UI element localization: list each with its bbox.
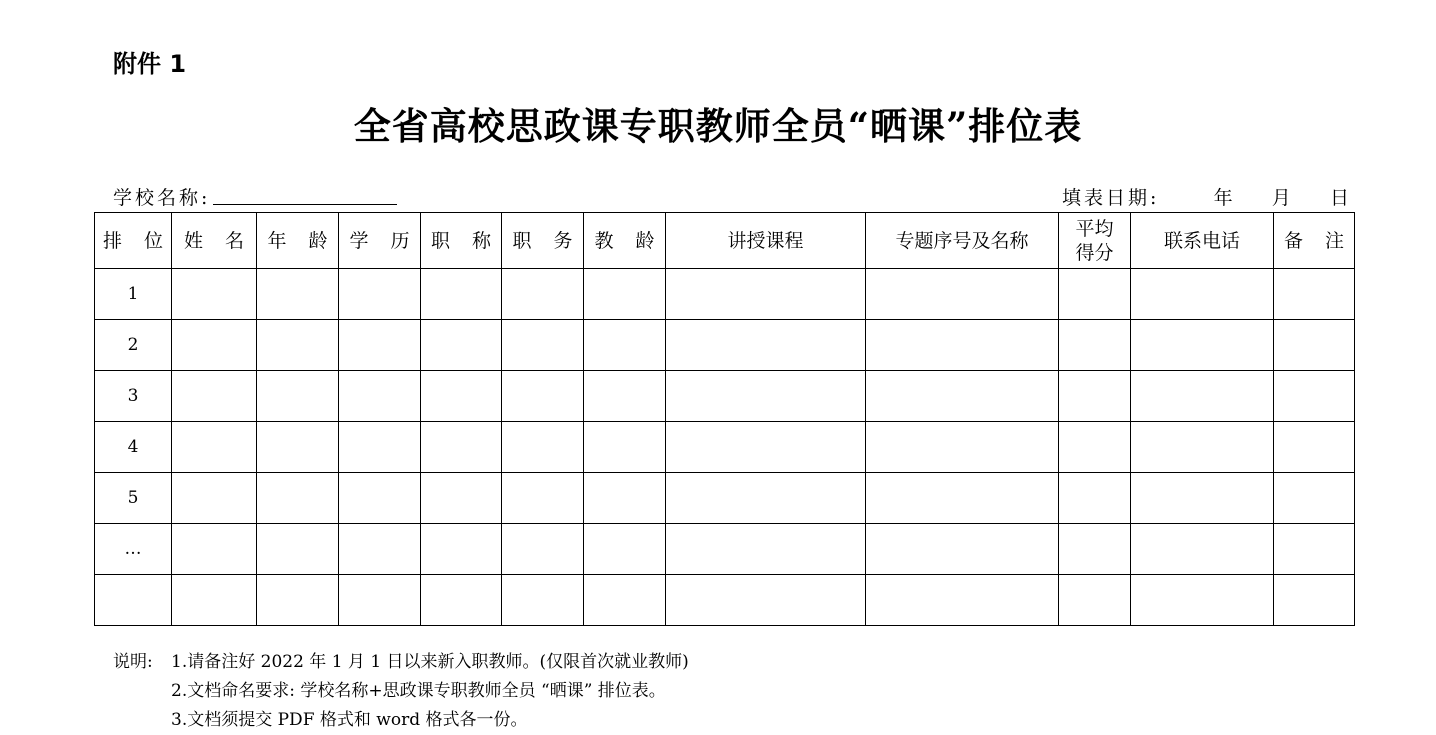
table-row	[95, 575, 1355, 626]
table-cell[interactable]	[172, 320, 257, 371]
rank-cell: 5	[95, 473, 172, 524]
header-phone: 联系电话	[1131, 213, 1274, 269]
table-cell[interactable]	[1274, 422, 1355, 473]
header-teaching-years: 教 龄	[584, 213, 666, 269]
table-cell[interactable]	[1059, 422, 1131, 473]
table-cell[interactable]	[172, 371, 257, 422]
note-item: 1.请备注好 2022 年 1 月 1 日以来新入职教师。(仅限首次就业教师)	[171, 652, 689, 672]
table-cell[interactable]	[584, 473, 666, 524]
table-cell[interactable]	[866, 575, 1059, 626]
table-cell[interactable]	[1059, 269, 1131, 320]
table-cell[interactable]	[1059, 371, 1131, 422]
table-cell[interactable]	[584, 575, 666, 626]
table-cell[interactable]	[1059, 473, 1131, 524]
table-cell[interactable]	[666, 269, 866, 320]
table-row	[95, 524, 1355, 575]
table-cell[interactable]	[866, 371, 1059, 422]
fill-date-label: 填表日期: 年 月 日	[1062, 187, 1352, 209]
rank-cell: 3	[95, 371, 172, 422]
note-line	[113, 648, 689, 677]
table-row	[95, 371, 1355, 422]
header-title: 职 称	[421, 213, 502, 269]
table-cell[interactable]	[421, 371, 502, 422]
table-cell[interactable]	[502, 575, 584, 626]
attachment-label: 附件 1	[113, 50, 187, 78]
table-cell[interactable]	[666, 320, 866, 371]
rank-cell	[95, 575, 172, 626]
table-cell[interactable]	[866, 320, 1059, 371]
table-row	[95, 473, 1355, 524]
table-row	[95, 269, 1355, 320]
table-cell[interactable]	[1131, 269, 1274, 320]
table-row	[95, 422, 1355, 473]
table-cell[interactable]	[172, 269, 257, 320]
note-line	[113, 677, 689, 706]
table-cell[interactable]	[1059, 575, 1131, 626]
table-cell[interactable]	[666, 422, 866, 473]
rank-cell: 2	[95, 320, 172, 371]
table-cell[interactable]	[1274, 473, 1355, 524]
header-remarks: 备 注	[1274, 213, 1355, 269]
table-cell[interactable]	[421, 575, 502, 626]
table-cell[interactable]	[584, 371, 666, 422]
rank-cell: 4	[95, 422, 172, 473]
table-cell[interactable]	[866, 422, 1059, 473]
table-cell[interactable]	[172, 524, 257, 575]
ranking-table	[94, 212, 1355, 626]
table-cell[interactable]	[1131, 422, 1274, 473]
table-cell[interactable]	[1059, 320, 1131, 371]
table-cell[interactable]	[1131, 524, 1274, 575]
header-rank: 排 位	[95, 213, 172, 269]
table-cell[interactable]	[421, 473, 502, 524]
header-topic: 专题序号及名称	[866, 213, 1059, 269]
table-cell[interactable]	[1131, 575, 1274, 626]
table-cell[interactable]	[1131, 320, 1274, 371]
table-cell[interactable]	[421, 524, 502, 575]
header-avg-score	[1059, 213, 1131, 269]
table-cell[interactable]	[866, 524, 1059, 575]
table-cell[interactable]	[257, 269, 339, 320]
table-cell[interactable]	[1059, 524, 1131, 575]
school-name-blank-line	[213, 204, 397, 205]
table-cell[interactable]	[584, 320, 666, 371]
header-course: 讲授课程	[666, 213, 866, 269]
table-cell[interactable]	[339, 320, 421, 371]
table-cell[interactable]	[1274, 575, 1355, 626]
table-cell[interactable]	[1274, 320, 1355, 371]
table-cell[interactable]	[666, 524, 866, 575]
table-cell[interactable]	[1274, 371, 1355, 422]
table-cell[interactable]	[584, 269, 666, 320]
table-cell[interactable]	[339, 371, 421, 422]
table-row	[95, 320, 1355, 371]
header-name: 姓 名	[172, 213, 257, 269]
header-age: 年 龄	[257, 213, 339, 269]
notes-lead-label: 说明:	[113, 652, 153, 672]
table-cell[interactable]	[666, 371, 866, 422]
table-cell[interactable]	[666, 575, 866, 626]
header-avg-score-line1: 平均	[1075, 217, 1114, 240]
table-cell[interactable]	[339, 473, 421, 524]
table-cell[interactable]	[172, 422, 257, 473]
table-cell[interactable]	[339, 524, 421, 575]
table-cell[interactable]	[257, 320, 339, 371]
table-cell[interactable]	[866, 269, 1059, 320]
table-cell[interactable]	[172, 575, 257, 626]
header-education: 学 历	[339, 213, 421, 269]
document-title: 全省高校思政课专职教师全员“晒课”排位表	[353, 104, 1083, 148]
table-cell[interactable]	[421, 269, 502, 320]
table-cell[interactable]	[257, 473, 339, 524]
table-cell[interactable]	[502, 269, 584, 320]
note-item: 3.文档须提交 PDF 格式和 word 格式各一份。	[171, 710, 528, 730]
table-cell[interactable]	[502, 422, 584, 473]
table-cell[interactable]	[339, 269, 421, 320]
table-cell[interactable]	[584, 524, 666, 575]
rank-cell: 1	[95, 269, 172, 320]
table-cell[interactable]	[1131, 371, 1274, 422]
table-cell[interactable]	[866, 473, 1059, 524]
table-cell[interactable]	[339, 422, 421, 473]
table-cell[interactable]	[1274, 269, 1355, 320]
school-name-label: 学校名称:	[113, 187, 211, 209]
table-cell[interactable]	[502, 524, 584, 575]
header-avg-score-line2: 得分	[1075, 241, 1114, 264]
table-cell[interactable]	[502, 320, 584, 371]
table-header-row	[95, 213, 1355, 269]
table-cell[interactable]	[257, 371, 339, 422]
table-cell[interactable]	[257, 575, 339, 626]
table-cell[interactable]	[1274, 524, 1355, 575]
table-cell[interactable]	[1131, 473, 1274, 524]
table-cell[interactable]	[584, 422, 666, 473]
notes-section	[113, 648, 689, 735]
table-cell[interactable]	[421, 320, 502, 371]
table-cell[interactable]	[502, 371, 584, 422]
table-cell[interactable]	[257, 422, 339, 473]
header-position: 职 务	[502, 213, 584, 269]
table-cell[interactable]	[172, 473, 257, 524]
table-cell[interactable]	[666, 473, 866, 524]
table-cell[interactable]	[421, 422, 502, 473]
note-item: 2.文档命名要求: 学校名称+思政课专职教师全员 “晒课” 排位表。	[171, 681, 666, 701]
table-cell[interactable]	[257, 524, 339, 575]
table-cell[interactable]	[502, 473, 584, 524]
table-cell[interactable]	[339, 575, 421, 626]
rank-cell: …	[95, 524, 172, 575]
